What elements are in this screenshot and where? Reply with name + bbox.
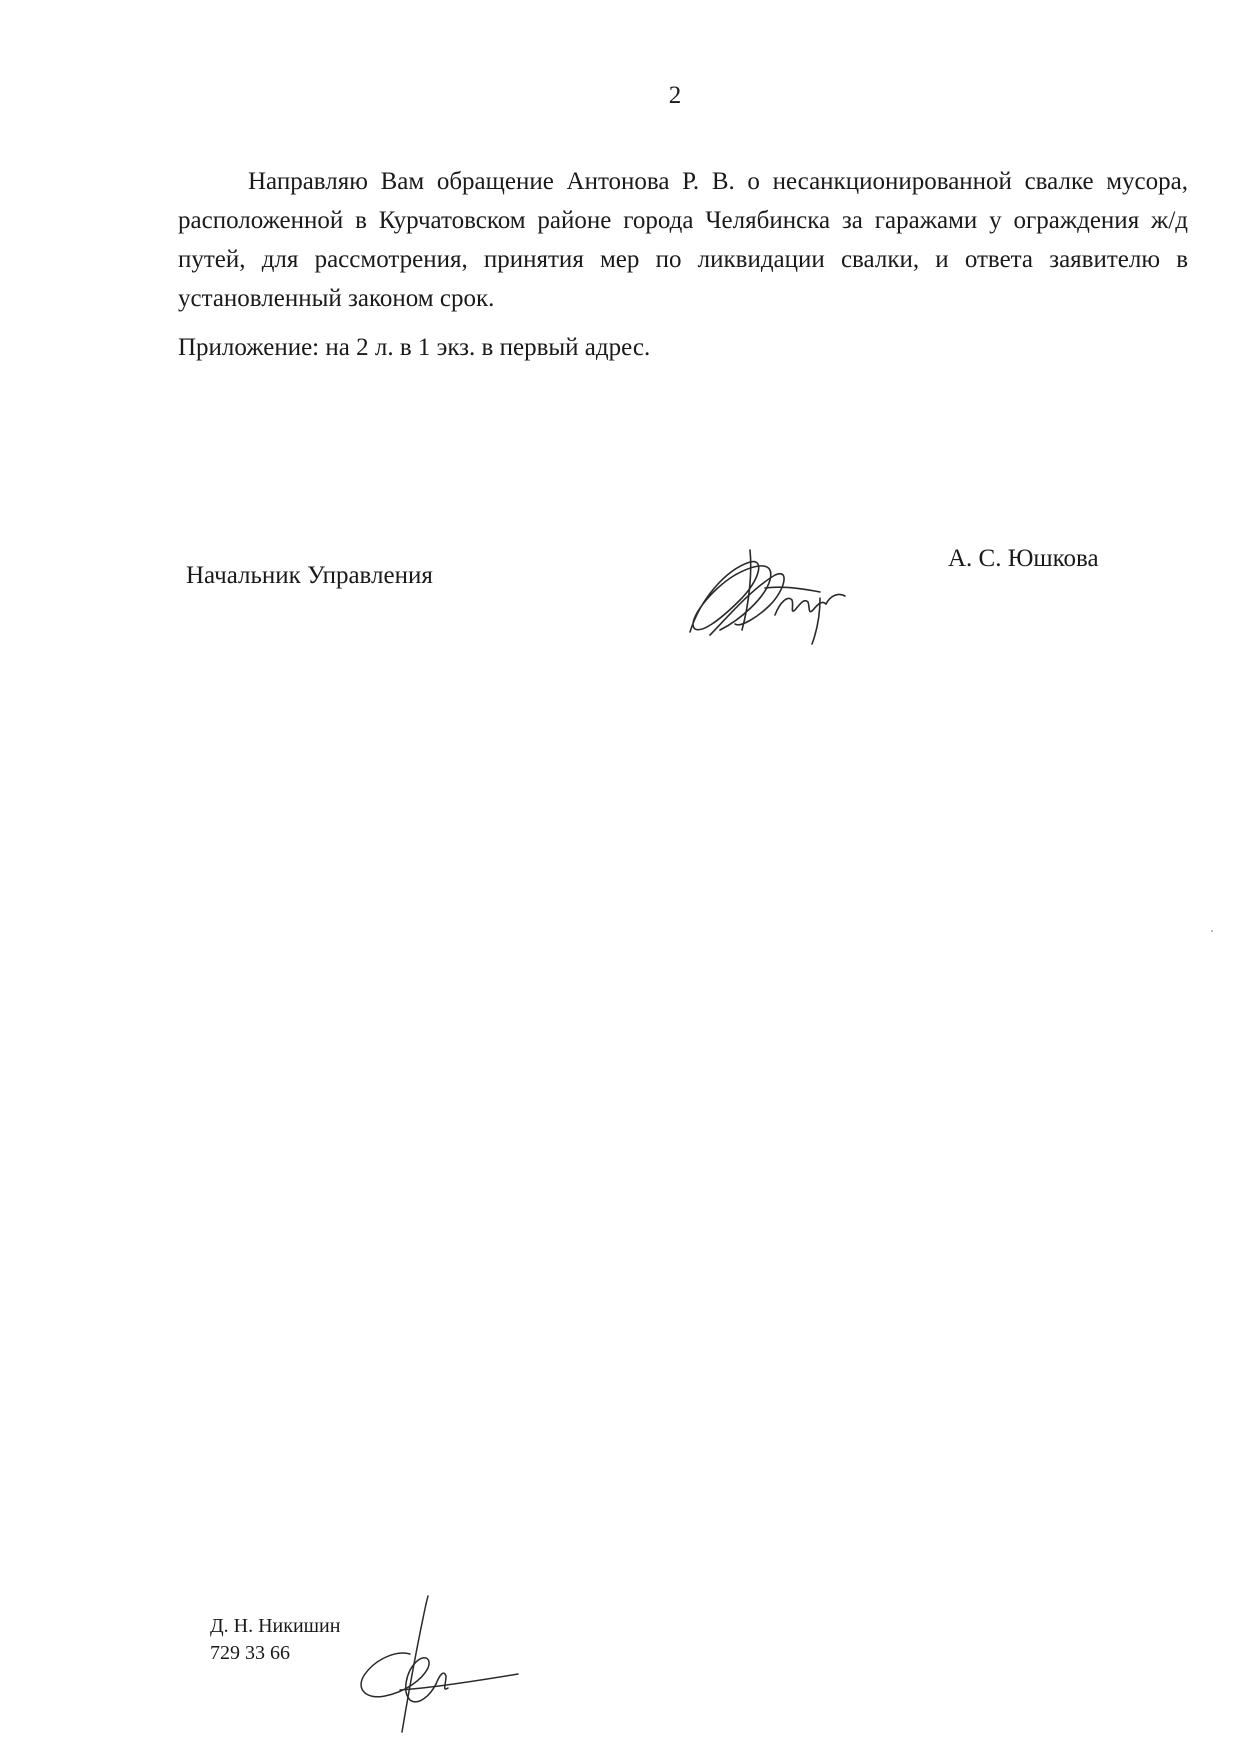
body-paragraph: Направляю Вам обращение Антонова Р. В. о несанкционированной свалке мусора, расположенной в Курчатовском районе города Челябинска за гаражами у ограждения ж/д путей, для рассмотрения, принятия мер по ликвидации свалки, и ответа заявителю в установленный законом срок.	[178, 168, 1188, 312]
page-number: 2	[668, 82, 682, 109]
scan-speck	[1211, 930, 1213, 932]
attachment-note: Приложение: на 2 л. в 1 экз. в первый адрес.	[178, 334, 651, 361]
signatory-name: А. С. Юшкова	[948, 545, 1099, 572]
executor-phone: 729 33 66	[210, 1642, 290, 1664]
handwritten-signature	[680, 540, 860, 650]
initials-signature	[340, 1592, 520, 1742]
signatory-position: Начальник Управления	[186, 562, 433, 589]
executor-name: Д. Н. Никишин	[210, 1615, 341, 1637]
